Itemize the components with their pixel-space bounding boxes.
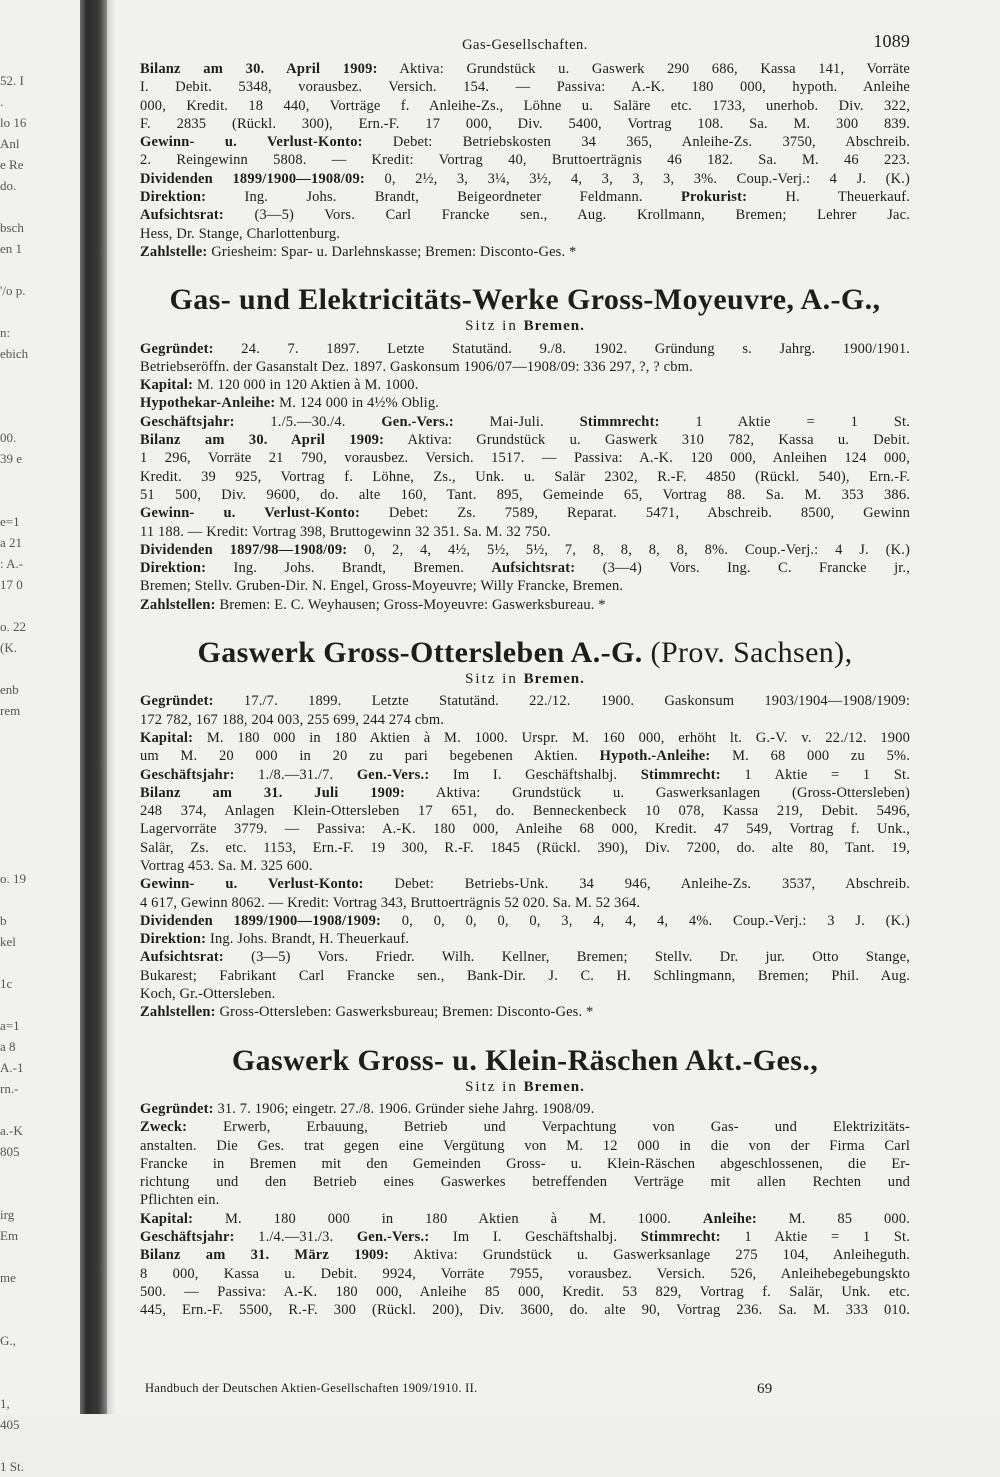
field-text: M. 120 000 in 120 Aktien à M. 1000. xyxy=(193,377,419,394)
entry-line xyxy=(140,985,910,1003)
entry-line xyxy=(140,820,910,838)
company-name: Gaswerk Gross-Ottersleben A.-G. xyxy=(197,636,643,670)
entry-line xyxy=(140,766,910,784)
field-text: M. 85 000. xyxy=(756,1210,910,1227)
fragment-line xyxy=(0,469,82,490)
fragment-line: 1, xyxy=(0,1396,10,1411)
fragment-line xyxy=(0,658,82,679)
entry-line xyxy=(140,784,910,802)
footer-imprint: Handbuch der Deutschen Aktien-Gesellschaften 1909/1910. II. xyxy=(145,1381,478,1395)
seat-prefix: Sitz in xyxy=(465,671,524,688)
field-text: M. 180 000 in 180 Aktien à M. 1000. xyxy=(193,1210,672,1227)
field-text: Francke in Bremen mit den Gemeinden Gross- u. Klein-Räschen abgeschlossenen, die Er- xyxy=(140,1155,910,1172)
field-label: Bilanz am 30. April 1909: xyxy=(140,432,385,449)
field-text: (3—5) Vors. Carl Francke sen., Aug. Krollmann, Bremen; Lehrer Jac. xyxy=(223,207,910,224)
entry-line xyxy=(140,243,910,261)
field-text: 8 000, Kassa u. Debit. 9924, Vorräte 7955, vorausbez. Versich. 526, Anleihebegebungskto xyxy=(140,1265,910,1282)
field-text: 172 782, 167 188, 204 003, 255 699, 244 274 cbm. xyxy=(140,711,445,728)
company-entry xyxy=(140,636,910,1022)
field-text: um M. 20 000 in 20 zu pari begebenen Aktien. xyxy=(140,748,578,765)
field-label: Geschäftsjahr: xyxy=(140,413,235,430)
field-label: Bilanz am 31. Juli 1909: xyxy=(140,784,406,801)
company-name: Gaswerk Gross- u. Klein-Räschen Akt.-Ges., xyxy=(231,1043,819,1077)
fragment-line xyxy=(0,1183,82,1204)
seat-prefix: Sitz in xyxy=(465,1078,524,1095)
field-label: Gewinn- u. Verlust-Konto: xyxy=(140,876,364,893)
entry-line xyxy=(140,747,910,765)
field-text: 2. Reingewinn 5808. — Kredit: Vortrag 40, Bruttoerträgnis 46 182. Sa. M. 46 223. xyxy=(140,152,910,169)
fragment-line: lo 16 xyxy=(0,115,27,130)
entry-line xyxy=(140,711,910,729)
entry-line xyxy=(140,358,910,376)
fragment-line: : A.- xyxy=(0,556,24,571)
fragment-line: irg xyxy=(0,1207,15,1222)
field-label: Zweck: xyxy=(140,1119,188,1136)
fragment-line xyxy=(0,301,82,322)
entry-line xyxy=(140,729,910,747)
field-text: 17./7. 1899. Letzte Statutänd. 22./12. 1900. Gaskonsum 1903/1904—1908/1909: xyxy=(213,693,910,710)
entry-line xyxy=(140,1173,910,1191)
entry-line xyxy=(140,967,910,985)
company-seat xyxy=(140,670,910,688)
field-text: Debet: Zs. 7589, Reparat. 5471, Abschreib. 8500, Gewinn xyxy=(359,505,910,522)
field-label: Direktion: xyxy=(140,931,207,948)
fragment-line: bsch xyxy=(0,220,24,235)
field-label: Zahlstellen: xyxy=(140,596,216,613)
field-label: Stimmrecht: xyxy=(640,766,721,783)
entry-line xyxy=(140,431,910,449)
fragment-line: 17 0 xyxy=(0,577,23,592)
fragment-line: Em xyxy=(0,1228,19,1243)
field-label: Aufsichtsrat: xyxy=(491,560,576,577)
entry-line xyxy=(140,468,910,486)
fragment-line xyxy=(0,406,82,427)
book-gutter-shadow xyxy=(80,0,107,1414)
entry-line xyxy=(140,1228,910,1246)
fragment-line xyxy=(0,742,82,763)
fragment-line: G., xyxy=(0,1333,16,1348)
fragment-line: . xyxy=(0,94,4,109)
entry-line xyxy=(140,1265,910,1283)
company-entry xyxy=(140,283,910,614)
entry-line xyxy=(140,340,910,358)
field-text: 1 Aktie = 1 St. xyxy=(659,413,911,430)
field-label: Gegründet: xyxy=(140,1100,214,1117)
field-text: 445, Ern.-F. 5500, R.-F. 300 (Rückl. 200), Div. 3600, do. alte 90, Vortrag 236. Sa. M. 333 010. xyxy=(140,1302,910,1319)
field-label: Dividenden 1899/1900—1908/09: xyxy=(140,170,365,187)
company-region: (Prov. Sachsen), xyxy=(642,636,853,670)
field-text: Salär, Zs. etc. 1153, Ern.-F. 19 300, R.-F. 1845 (Rückl. 390), Div. 7200, do. alte 80, Tant. 19, xyxy=(140,839,910,856)
fragment-line xyxy=(0,994,82,1015)
fragment-line: a 21 xyxy=(0,535,23,550)
page-number: 1089 xyxy=(873,31,910,51)
entry-line xyxy=(140,486,910,504)
header-title: Gas-Gesellschaften. xyxy=(462,37,588,53)
field-label: Aufsichtsrat: xyxy=(140,949,224,966)
gutter-edge xyxy=(107,0,115,1414)
entry-line xyxy=(140,559,910,577)
fragment-line xyxy=(0,826,82,847)
fragment-line xyxy=(0,259,82,280)
entry-line xyxy=(140,449,910,467)
field-label: Hypoth.-Anleihe: xyxy=(599,748,711,765)
field-label: Kapital: xyxy=(140,1210,194,1227)
fragment-line: e Re xyxy=(0,157,24,172)
fragment-line xyxy=(0,721,82,742)
entry-line xyxy=(140,948,910,966)
field-text: Mai-Juli. xyxy=(453,413,544,430)
fragment-line xyxy=(0,1246,82,1267)
entry-line xyxy=(140,60,910,78)
field-text: 51 500, Div. 9600, do. alte 160, Tant. 895, Gemeinde 65, Vortrag 88. Sa. M. 353 386. xyxy=(140,486,910,503)
fragment-line xyxy=(0,1162,82,1183)
adjacent-page-fragments xyxy=(0,70,82,1474)
fragment-line xyxy=(0,364,82,385)
field-text: Im I. Geschäftshalbj. xyxy=(429,766,618,783)
entry-line xyxy=(140,115,910,133)
entry-line xyxy=(140,1283,910,1301)
field-text: 1 Aktie = 1 St. xyxy=(720,1229,910,1246)
entry-line xyxy=(140,1137,910,1155)
field-label: Zahlstelle: xyxy=(140,243,208,260)
field-text: M. 180 000 in 180 Aktien à M. 1000. Urspr. M. 160 000, erhöht lt. G.-V. v. 22./12. 1900 xyxy=(193,729,910,746)
field-text: 0, 0, 0, 0, 0, 3, 4, 4, 4, 4%. Coup.-Verj.: 3 J. (K.) xyxy=(381,912,910,929)
fragment-line xyxy=(0,1435,82,1456)
field-label: Anleihe: xyxy=(702,1210,757,1227)
field-label: Dividenden 1897/98—1908/09: xyxy=(140,541,348,558)
company-name: Gas- und Elektricitäts-Werke Gross-Moyeuvre, A.-G., xyxy=(169,283,881,317)
entry-line xyxy=(140,596,910,614)
seat-city: Bremen. xyxy=(523,1078,585,1095)
field-text: Koch, Gr.-Ottersleben. xyxy=(140,986,276,1003)
field-text: 1./8.—31./7. xyxy=(234,766,334,783)
field-text: Betriebseröffn. der Gasanstalt Dez. 1897. Gaskonsum 1906/07—1908/09: 336 297, ?, ? cbm. xyxy=(140,358,693,375)
fragment-line xyxy=(0,889,82,910)
field-text: M. 68 000 zu 5%. xyxy=(710,748,910,765)
company-title xyxy=(140,283,910,317)
field-text: Aktiva: Grundstück u. Gaswerk 290 686, Kassa 141, Vorräte xyxy=(377,61,910,77)
fragment-line xyxy=(0,595,82,616)
field-text: 31. 7. 1906; eingetr. 27./8. 1906. Gründer siehe Jahrg. 1908/09. xyxy=(213,1100,595,1117)
fragment-line: o. 22 xyxy=(0,619,26,634)
field-label: Gewinn- u. Verlust-Konto: xyxy=(140,134,363,151)
entry-line xyxy=(140,541,910,559)
entry-line xyxy=(140,413,910,431)
field-text: Ing. Johs. Brandt, Beigeordneter Feldmann. xyxy=(206,189,643,206)
field-label: Stimmrecht: xyxy=(640,1229,721,1246)
field-text: H. Theuerkauf. xyxy=(747,189,910,206)
fragment-line xyxy=(0,1351,82,1372)
entry-line xyxy=(140,225,910,243)
field-text: Debet: Betriebskosten 34 365, Anleihe-Zs. 3750, Abschreib. xyxy=(362,134,910,151)
fragment-line xyxy=(0,1372,82,1393)
field-text: Lagervorräte 3779. — Passiva: A.-K. 180 000, Anleihe 68 000, Kredit. 47 549, Vortrag f. Unk., xyxy=(140,821,910,838)
field-text: (3—5) Vors. Friedr. Wilh. Kellner, Bremen; Stellv. Dr. jur. Otto Stange, xyxy=(223,949,910,966)
entry-line xyxy=(140,97,910,115)
entry-line xyxy=(140,504,910,522)
field-text: 1./4.—31./3. xyxy=(234,1229,334,1246)
field-label: Gewinn- u. Verlust-Konto: xyxy=(140,505,360,522)
field-text: 0, 2½, 3, 3¼, 3½, 4, 3, 3, 3, 3%. Coup.-Verj.: 4 J. (K.) xyxy=(364,170,911,187)
field-text: richtung und den Betrieb eines Gaswerkes betreffenden Verträge mit allen Rechten und xyxy=(140,1174,910,1191)
entry-line xyxy=(140,133,910,151)
company-entry xyxy=(140,60,910,261)
seat-city: Bremen. xyxy=(523,318,585,335)
field-text: Aktiva: Grundstück u. Gaswerksanlage 275 104, Anleiheguth. xyxy=(388,1247,911,1264)
fragment-line: rem xyxy=(0,703,21,718)
field-label: Dividenden 1899/1900—1908/1909: xyxy=(140,912,382,929)
company-title xyxy=(140,1044,910,1078)
field-text: 1 296, Vorräte 21 790, vorausbez. Versich. 1517. — Passiva: A.-K. 120 000, Anleihen 124 000, xyxy=(140,450,910,467)
field-label: Kapital: xyxy=(140,729,194,746)
entry-line xyxy=(140,912,910,930)
fragment-line: o. 19 xyxy=(0,871,26,886)
field-label: Prokurist: xyxy=(680,189,748,206)
fragment-line: en 1 xyxy=(0,241,23,256)
field-text: anstalten. Die Ges. trat gegen eine Vergütung von M. 12 000 in die von der Firma Carl xyxy=(140,1137,910,1154)
fragment-line: kel xyxy=(0,934,16,949)
field-text: F. 2835 (Rückl. 300), Ern.-F. 17 000, Div. 5400, Vortrag 108. Sa. M. 300 839. xyxy=(140,115,910,132)
fragment-line: A.-1 xyxy=(0,1060,24,1075)
field-text: 000, Kredit. 18 440, Vorträge f. Anleihe-Zs., Löhne u. Saläre etc. 1733, unerhob. Div. 322, xyxy=(140,97,910,114)
company-seat xyxy=(140,1078,910,1096)
running-header xyxy=(140,28,910,60)
entry-line xyxy=(140,875,910,893)
fragment-line: Anl xyxy=(0,136,20,151)
field-text: 1 Aktie = 1 St. xyxy=(720,766,910,783)
fragment-line: (K. xyxy=(0,640,17,655)
page-footer xyxy=(145,1381,795,1396)
page-content xyxy=(140,28,910,1320)
entry-line xyxy=(140,930,910,948)
entry-line xyxy=(140,857,910,875)
entry-line xyxy=(140,1210,910,1228)
entry-line xyxy=(140,894,910,912)
field-label: Geschäftsjahr: xyxy=(140,766,235,783)
field-label: Bilanz am 30. April 1909: xyxy=(140,61,378,77)
field-text: Aktiva: Grundstück u. Gaswerksanlagen (Gross-Ottersleben) xyxy=(405,784,910,801)
fragment-line: 52. I xyxy=(0,73,24,88)
fragment-line xyxy=(0,1288,82,1309)
fragment-line xyxy=(0,763,82,784)
field-label: Aufsichtsrat: xyxy=(140,207,224,224)
fragment-line: b xyxy=(0,913,7,928)
entry-line xyxy=(140,376,910,394)
field-text: 4 617, Gewinn 8062. — Kredit: Vortrag 343, Bruttoerträgnis 52 020. Sa. M. 52 364. xyxy=(140,894,641,911)
field-text: Bukarest; Fabrikant Carl Francke sen., Bank-Dir. J. C. H. Schlingmann, Bremen; Phil. Aug. xyxy=(140,967,910,984)
entry-line xyxy=(140,1191,910,1209)
field-text: M. 124 000 in 4½% Oblig. xyxy=(275,395,440,412)
field-label: Zahlstellen: xyxy=(140,1004,216,1021)
fragment-line xyxy=(0,847,82,868)
entry-line xyxy=(140,188,910,206)
field-text: (3—4) Vors. Ing. C. Francke jr., xyxy=(575,560,910,577)
entry-line xyxy=(140,1003,910,1021)
entry-line xyxy=(140,394,910,412)
field-text: Ing. Johs. Brandt, H. Theuerkauf. xyxy=(206,931,410,948)
field-text: 11 188. — Kredit: Vortrag 398, Bruttogewinn 32 351. Sa. M. 32 750. xyxy=(140,523,551,540)
field-label: Geschäftsjahr: xyxy=(140,1229,235,1246)
company-entry xyxy=(140,1044,910,1320)
field-text: Bremen: E. C. Weyhausen; Gross-Moyeuvre: Gaswerksbureau. * xyxy=(215,596,606,613)
entry-line xyxy=(140,151,910,169)
fragment-line xyxy=(0,1099,82,1120)
field-text: Kredit. 39 925, Vortrag f. Löhne, Zs., Unk. u. Salär 2302, R.-F. 4850 (Rückl. 540), Ern.-F. xyxy=(140,468,910,485)
field-label: Direktion: xyxy=(140,560,207,577)
field-text: Ing. Johs. Brandt, Bremen. xyxy=(206,560,464,577)
field-text: 1./5.—30./4. xyxy=(234,413,346,430)
fragment-line xyxy=(0,196,82,217)
field-label: Gen.-Vers.: xyxy=(381,413,454,430)
fragment-line: 39 e xyxy=(0,451,23,466)
field-text: Aktiva: Grundstück u. Gaswerk 310 782, Kassa u. Debit. xyxy=(384,432,910,449)
field-label: Hypothekar-Anleihe: xyxy=(140,395,276,412)
fragment-line xyxy=(0,1309,82,1330)
fragment-line: do. xyxy=(0,178,17,193)
fragment-line xyxy=(0,784,82,805)
field-label: Gegründet: xyxy=(140,693,214,710)
entry-line xyxy=(140,1155,910,1173)
entry-line xyxy=(140,802,910,820)
fragment-line: n: xyxy=(0,325,11,340)
field-text: Pflichten ein. xyxy=(140,1192,220,1209)
company-title xyxy=(140,636,910,670)
entry-line xyxy=(140,78,910,96)
entry-line xyxy=(140,577,910,595)
field-text: Im I. Geschäftshalbj. xyxy=(429,1229,618,1246)
entry-line xyxy=(140,692,910,710)
fragment-line: 805 xyxy=(0,1144,20,1159)
company-entries xyxy=(140,60,910,1320)
fragment-line: enb xyxy=(0,682,19,697)
field-label: Gegründet: xyxy=(140,340,214,357)
field-text: 24. 7. 1897. Letzte Statutänd. 9./8. 1902. Gründung s. Jahrg. 1900/1901. xyxy=(213,340,910,357)
fragment-line: 00. xyxy=(0,430,17,445)
fragment-line: rn.- xyxy=(0,1081,19,1096)
field-label: Gen.-Vers.: xyxy=(356,1229,430,1246)
fragment-line: e=1 xyxy=(0,514,20,529)
field-text: 0, 2, 4, 4½, 5½, 5½, 7, 8, 8, 8, 8, 8%. Coup.-Verj.: 4 J. (K.) xyxy=(347,541,910,558)
fragment-line: 1 St. xyxy=(0,1459,24,1474)
field-text: Bremen; Stellv. Gruben-Dir. N. Engel, Gross-Moyeuvre; Willy Francke, Bremen. xyxy=(140,578,624,595)
entry-line xyxy=(140,206,910,224)
field-text: Erwerb, Erbauung, Betrieb und Verpachtung von Gas- und Elektrizitäts- xyxy=(187,1119,910,1136)
field-text: Hess, Dr. Stange, Charlottenburg. xyxy=(140,225,341,242)
fragment-line xyxy=(0,952,82,973)
company-seat xyxy=(140,317,910,335)
field-label: Direktion: xyxy=(140,189,207,206)
signature-mark: 69 xyxy=(757,1381,773,1397)
field-label: Stimmrecht: xyxy=(579,413,660,430)
entry-line xyxy=(140,839,910,857)
entry-line xyxy=(140,523,910,541)
seat-prefix: Sitz in xyxy=(465,318,524,335)
fragment-line xyxy=(0,805,82,826)
entry-line xyxy=(140,1118,910,1136)
fragment-line xyxy=(0,385,82,406)
field-label: Bilanz am 31. März 1909: xyxy=(140,1247,389,1264)
fragment-line: a=1 xyxy=(0,1018,20,1033)
field-label: Gen.-Vers.: xyxy=(356,766,430,783)
fragment-line: ebich xyxy=(0,346,29,361)
field-text: Vortrag 453. Sa. M. 325 600. xyxy=(140,857,313,874)
fragment-line xyxy=(0,490,82,511)
entry-line xyxy=(140,170,910,188)
fragment-line: 405 xyxy=(0,1417,20,1432)
field-text: I. Debit. 5348, vorausbez. Versich. 154. — Passiva: A.-K. 180 000, hypoth. Anleihe xyxy=(140,79,910,96)
field-text: Debet: Betriebs-Unk. 34 946, Anleihe-Zs. 3537, Abschreib. xyxy=(363,876,910,893)
seat-city: Bremen. xyxy=(523,671,585,688)
entry-line xyxy=(140,1100,910,1118)
fragment-line: 1c xyxy=(0,976,13,991)
field-label: Kapital: xyxy=(140,377,194,394)
fragment-line: '/o p. xyxy=(0,283,26,298)
field-text: 500. — Passiva: A.-K. 180 000, Anleihe 85 000, Kredit. 53 829, Vortrag f. Salär, Unk. etc. xyxy=(140,1283,910,1300)
field-text: Griesheim: Spar- u. Darlehnskasse; Bremen: Disconto-Ges. * xyxy=(207,243,577,260)
field-text: 248 374, Anlagen Klein-Ottersleben 17 651, do. Benneckenbeck 10 078, Kassa 219, Debit. 5496, xyxy=(140,803,910,820)
entry-line xyxy=(140,1301,910,1319)
field-text: Gross-Ottersleben: Gaswerksbureau; Bremen: Disconto-Ges. * xyxy=(215,1004,594,1021)
fragment-line: a.-K xyxy=(0,1123,23,1138)
entry-line xyxy=(140,1246,910,1264)
fragment-line: me xyxy=(0,1270,16,1285)
fragment-line: a 8 xyxy=(0,1039,16,1054)
